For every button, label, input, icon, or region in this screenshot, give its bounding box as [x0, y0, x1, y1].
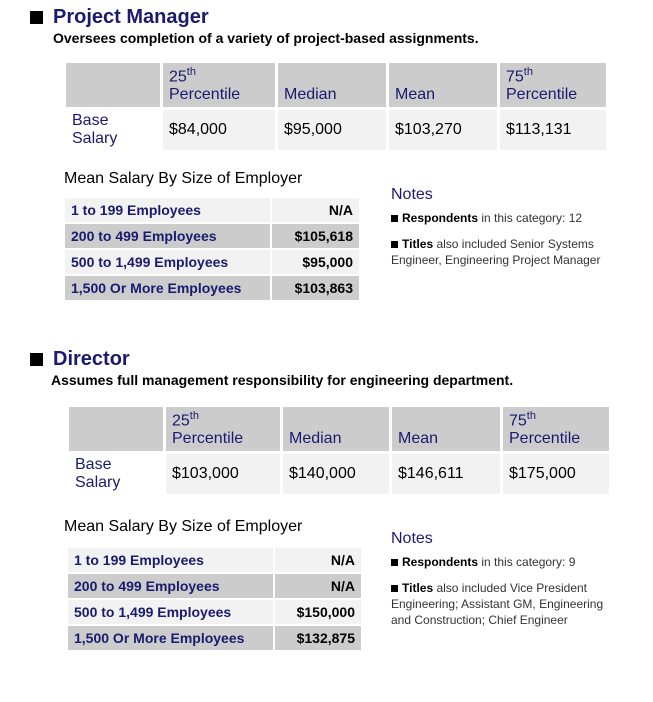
- size-table-title: Mean Salary By Size of Employer: [64, 518, 303, 535]
- value-median: $140,000: [283, 454, 389, 494]
- job-heading: [30, 6, 209, 29]
- table-row: [65, 198, 359, 222]
- row-label-base-salary: Base Salary: [69, 454, 163, 494]
- value-mean: $146,611: [392, 454, 500, 494]
- employer-size-table: [63, 196, 361, 302]
- size-label: 1 to 199 Employees: [65, 198, 270, 222]
- size-label: 1,500 Or More Employees: [65, 276, 270, 300]
- header-blank: [69, 407, 163, 451]
- job-description: Oversees completion of a variety of project-based assignments.: [53, 30, 479, 46]
- employer-size-table: [66, 546, 363, 652]
- table-row: [68, 626, 361, 650]
- size-value: $103,863: [272, 276, 359, 300]
- size-label: 200 to 499 Employees: [65, 224, 270, 248]
- notes-panel: [391, 530, 621, 638]
- note-titles: Titles also included Vice President Engineering; Assistant GM, Engineering and Construction; Chief Engineer: [391, 581, 604, 627]
- bullet-square-icon: [391, 559, 398, 566]
- row-label-base-salary: Base Salary: [66, 110, 160, 150]
- bullet-square-icon: [391, 585, 398, 592]
- note-respondents: Respondents in this category: 12: [391, 210, 621, 226]
- job-title: Director: [53, 348, 130, 370]
- job-heading: [30, 348, 130, 371]
- header-75th-percentile: 75th Percentile: [503, 407, 609, 451]
- table-row: [68, 600, 361, 624]
- size-value: $95,000: [272, 250, 359, 274]
- value-25th-percentile: $103,000: [166, 454, 280, 494]
- bullet-square-icon: [391, 241, 398, 248]
- notes-heading: Notes: [391, 186, 433, 203]
- table-row: [68, 574, 361, 598]
- size-value: $105,618: [272, 224, 359, 248]
- note-titles: Titles also included Senior Systems Engineer, Engineering Project Manager: [391, 237, 601, 267]
- header-25th-percentile: 25th Percentile: [163, 63, 275, 107]
- header-mean: Mean: [389, 63, 497, 107]
- table-row: [68, 548, 361, 572]
- header-median: Median: [278, 63, 386, 107]
- header-median: Median: [283, 407, 389, 451]
- table-row: [65, 276, 359, 300]
- notes-panel: [391, 186, 621, 278]
- size-value: $150,000: [275, 600, 361, 624]
- notes-heading: Notes: [391, 530, 433, 547]
- header-mean: Mean: [392, 407, 500, 451]
- size-label: 1 to 199 Employees: [68, 548, 273, 572]
- size-label: 200 to 499 Employees: [68, 574, 273, 598]
- size-label: 500 to 1,499 Employees: [65, 250, 270, 274]
- value-75th-percentile: $175,000: [503, 454, 609, 494]
- salary-percentile-table: [66, 404, 612, 497]
- header-25th-percentile: 25th Percentile: [166, 407, 280, 451]
- table-row: [65, 224, 359, 248]
- header-75th-percentile: 75th Percentile: [500, 63, 606, 107]
- size-label: 1,500 Or More Employees: [68, 626, 273, 650]
- salary-percentile-table: [63, 60, 609, 153]
- bullet-square-icon: [30, 353, 43, 366]
- header-blank: [66, 63, 160, 107]
- size-label: 500 to 1,499 Employees: [68, 600, 273, 624]
- note-respondents: Respondents in this category: 9: [391, 554, 621, 570]
- value-median: $95,000: [278, 110, 386, 150]
- value-75th-percentile: $113,131: [500, 110, 606, 150]
- bullet-square-icon: [391, 215, 398, 222]
- value-mean: $103,270: [389, 110, 497, 150]
- value-25th-percentile: $84,000: [163, 110, 275, 150]
- size-value: N/A: [275, 574, 361, 598]
- size-value: N/A: [275, 548, 361, 572]
- size-value: N/A: [272, 198, 359, 222]
- size-value: $132,875: [275, 626, 361, 650]
- job-title: Project Manager: [53, 6, 209, 28]
- table-row: [65, 250, 359, 274]
- size-table-title: Mean Salary By Size of Employer: [64, 170, 303, 187]
- bullet-square-icon: [30, 11, 43, 24]
- job-description: Assumes full management responsibility for engineering department.: [51, 372, 514, 388]
